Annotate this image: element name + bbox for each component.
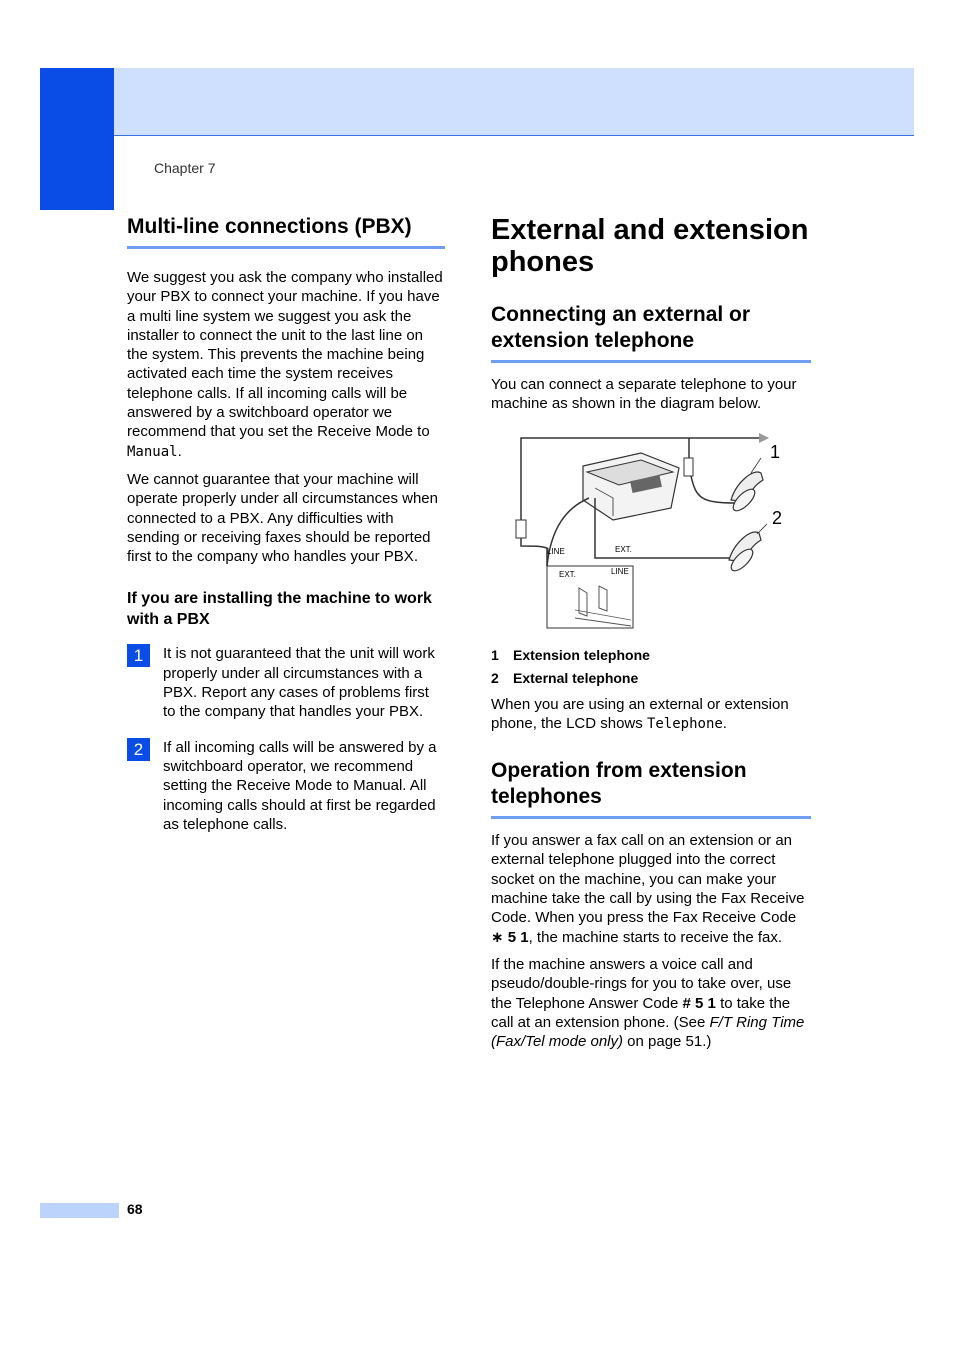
connecting-heading: Connecting an external or extension telephone <box>491 302 811 363</box>
wall-socket-icon <box>684 458 693 476</box>
step-number-badge: 1 <box>127 644 150 667</box>
manual-mode-text: Manual <box>127 443 178 460</box>
legend-item-1: 1 Extension telephone <box>491 646 650 663</box>
chapter-label: Chapter 7 <box>154 160 216 176</box>
svg-text:EXT.: EXT. <box>559 569 576 579</box>
operation-paragraph-1: If you answer a fax call on an extension or an external telephone plugged into the correct socket on the machine, you can make your machine take the call by using the Fax Receive Code. When you press the Fax Receive Code ∗ 5 1, the machine starts to receive the fax. <box>491 832 805 946</box>
diagram-ext-label: EXT. <box>615 544 632 554</box>
header-band <box>114 68 914 136</box>
page-number: 68 <box>127 1201 143 1217</box>
pbx-subheading: If you are installing the machine to work with a PBX <box>127 590 432 629</box>
pbx-paragraph-1: We suggest you ask the company who installed your PBX to connect your machine. If you have a multi line system we suggest you ask the installer to connect the unit to the last line on the system. This prevents the machine being activated each time the system receives telephone calls. If all incoming calls will be answered by a switchboard operator we recommend that you set the Receive Mode to Manual. <box>127 269 443 460</box>
wall-socket-icon <box>516 520 526 538</box>
operation-heading: Operation from extension telephones <box>491 758 811 819</box>
pbx-heading: Multi-line connections (PBX) <box>127 214 445 249</box>
extension-telephone-icon <box>730 472 763 514</box>
cross-reference-link[interactable]: F/T Ring Time (Fax/Tel mode only) <box>491 1013 805 1051</box>
pbx-paragraph-2: We cannot guarantee that your machine will operate properly under all circumstances when connected to a PBX. Any difficulties with sending or receiving faxes should be reported first to the company who handles your PBX. <box>127 470 438 566</box>
step-2 <box>127 738 445 834</box>
callout-2: 2 <box>772 507 783 528</box>
telephone-answer-code: # 5 1 <box>682 994 716 1012</box>
diagram-line-label: LINE <box>547 546 565 556</box>
telephone-lcd-text: Telephone <box>646 715 723 732</box>
step-number-badge: 2 <box>127 738 150 761</box>
lcd-paragraph: When you are using an external or extension phone, the LCD shows Telephone. <box>491 695 789 732</box>
connecting-paragraph: You can connect a separate telephone to your machine as shown in the diagram below. <box>491 376 797 413</box>
fax-receive-code: ∗ 5 1 <box>491 928 529 946</box>
right-column <box>491 214 811 1051</box>
section-title: External and extension phones <box>491 214 809 278</box>
rear-jack-inset <box>547 566 633 628</box>
fax-machine-icon <box>583 453 679 520</box>
step-1 <box>127 644 445 721</box>
callout-1: 1 <box>770 441 781 462</box>
chapter-tab <box>40 68 114 210</box>
external-telephone-icon <box>728 532 761 574</box>
left-column <box>127 214 445 834</box>
step-text: If all incoming calls will be answered by a switchboard operator, we recommend setting the Receive Mode to Manual. All incoming calls should at first be regarded as telephone calls. <box>163 738 437 833</box>
page-number-bar <box>40 1203 119 1218</box>
svg-text:LINE: LINE <box>611 566 629 576</box>
step-text: It is not guaranteed that the unit will work properly under all circumstances with a PBX. Report any cases of problems first to the company that handles your PBX. <box>163 645 435 721</box>
legend-item-2: 2 External telephone <box>491 669 639 686</box>
operation-paragraph-2: If the machine answers a voice call and pseudo/double-rings for you to take over, use the Telephone Answer Code # 5 1 to take the call at an extension phone. (See F/T Ring Time (Fax/Tel mode only) on page 51.) <box>491 955 805 1051</box>
connection-diagram <box>491 428 791 638</box>
